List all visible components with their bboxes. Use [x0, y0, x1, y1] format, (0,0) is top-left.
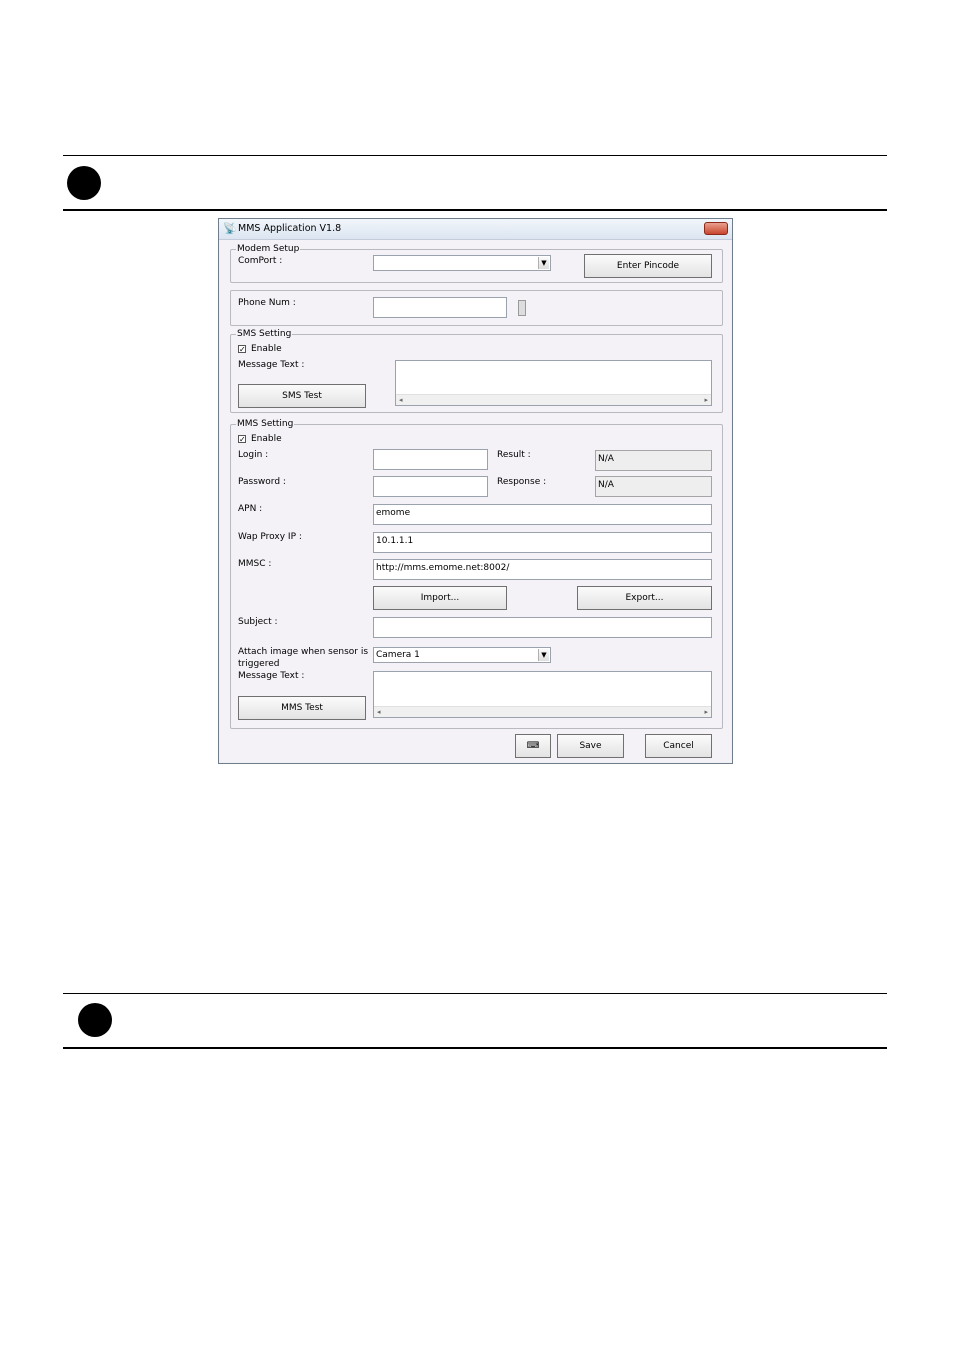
- bullet-marker-1: [67, 166, 101, 200]
- mms-test-label: MMS Test: [281, 703, 323, 713]
- mms-message-scrollbar[interactable]: [374, 706, 711, 717]
- apn-value: emome: [376, 508, 411, 518]
- result-value: N/A: [598, 454, 614, 464]
- camera-select-value: Camera 1: [376, 650, 420, 660]
- checkmark-icon: ✓: [239, 345, 246, 354]
- response-label: Response :: [497, 477, 547, 487]
- save-label: Save: [579, 741, 602, 751]
- attach-image-label-line1: Attach image when sensor is: [238, 647, 369, 657]
- sms-test-label: SMS Test: [282, 391, 322, 401]
- bottom-rule-1: [63, 993, 887, 994]
- password-label: Password :: [238, 477, 286, 487]
- sms-message-textarea[interactable]: [395, 360, 712, 406]
- mms-application-window: [218, 218, 733, 764]
- mms-test-button[interactable]: [238, 696, 366, 720]
- mms-enable-checkbox[interactable]: [238, 435, 246, 443]
- import-label: Import...: [420, 593, 460, 603]
- mmsc-label: MMSC :: [238, 559, 272, 569]
- sms-enable-label: Enable: [251, 344, 282, 354]
- sms-message-text-label: Message Text :: [238, 360, 305, 370]
- enter-pincode-label: Enter Pincode: [616, 261, 680, 271]
- response-value: N/A: [598, 480, 614, 490]
- phone-num-input[interactable]: [373, 297, 507, 318]
- sms-setting-legend: SMS Setting: [237, 329, 292, 339]
- top-rule-2: [63, 209, 887, 211]
- window-client: [220, 240, 731, 762]
- sms-enable-checkbox[interactable]: [238, 345, 246, 353]
- close-button[interactable]: [704, 222, 728, 235]
- comport-select[interactable]: [373, 255, 551, 271]
- mms-message-textarea[interactable]: [373, 671, 712, 718]
- result-label: Result :: [497, 450, 531, 460]
- chevron-down-icon[interactable]: ▼: [538, 257, 549, 269]
- modem-setup-legend: Modem Setup: [237, 244, 300, 254]
- cancel-label: Cancel: [663, 741, 694, 751]
- wap-proxy-input[interactable]: [373, 532, 712, 553]
- keyboard-button[interactable]: [515, 734, 551, 758]
- satellite-icon: 📡: [223, 222, 237, 235]
- phone-book-icon[interactable]: [518, 300, 526, 316]
- scroll-left-icon[interactable]: ◂: [399, 396, 403, 404]
- mms-enable-label: Enable: [251, 434, 282, 444]
- subject-label: Subject :: [238, 617, 278, 627]
- attach-image-label-line2: triggered: [238, 659, 280, 669]
- keyboard-icon: ⌨: [526, 741, 540, 751]
- sms-message-scrollbar[interactable]: [396, 394, 711, 405]
- top-rule-1: [63, 155, 887, 156]
- response-field: [595, 476, 712, 497]
- wap-proxy-label: Wap Proxy IP :: [238, 532, 302, 542]
- bottom-rule-2: [63, 1047, 887, 1049]
- mmsc-input[interactable]: [373, 559, 712, 580]
- mmsc-value: http://mms.emome.net:8002/: [376, 563, 510, 573]
- phone-num-label: Phone Num :: [238, 298, 296, 308]
- password-input[interactable]: [373, 476, 488, 497]
- cancel-button[interactable]: [645, 734, 712, 758]
- import-button[interactable]: [373, 586, 507, 610]
- save-button[interactable]: [557, 734, 624, 758]
- login-input[interactable]: [373, 449, 488, 470]
- apn-input[interactable]: [373, 504, 712, 525]
- comport-label: ComPort :: [238, 256, 283, 266]
- scroll-left-icon[interactable]: ◂: [377, 708, 381, 716]
- enter-pincode-button[interactable]: [584, 254, 712, 278]
- scroll-right-icon[interactable]: ▸: [704, 708, 708, 716]
- login-label: Login :: [238, 450, 269, 460]
- export-label: Export...: [625, 593, 664, 603]
- checkmark-icon: ✓: [239, 435, 246, 444]
- export-button[interactable]: [577, 586, 712, 610]
- mms-message-text-label: Message Text :: [238, 671, 305, 681]
- wap-proxy-value: 10.1.1.1: [376, 536, 414, 546]
- scroll-right-icon[interactable]: ▸: [704, 396, 708, 404]
- title-bar[interactable]: [219, 219, 732, 240]
- sms-test-button[interactable]: [238, 384, 366, 408]
- camera-select[interactable]: [373, 647, 551, 663]
- mms-setting-legend: MMS Setting: [237, 419, 294, 429]
- subject-input[interactable]: [373, 617, 712, 638]
- bullet-marker-2: [78, 1003, 112, 1037]
- apn-label: APN :: [238, 504, 263, 514]
- window-title: MMS Application V1.8: [238, 223, 342, 234]
- result-field: [595, 450, 712, 471]
- chevron-down-icon[interactable]: ▼: [538, 649, 549, 661]
